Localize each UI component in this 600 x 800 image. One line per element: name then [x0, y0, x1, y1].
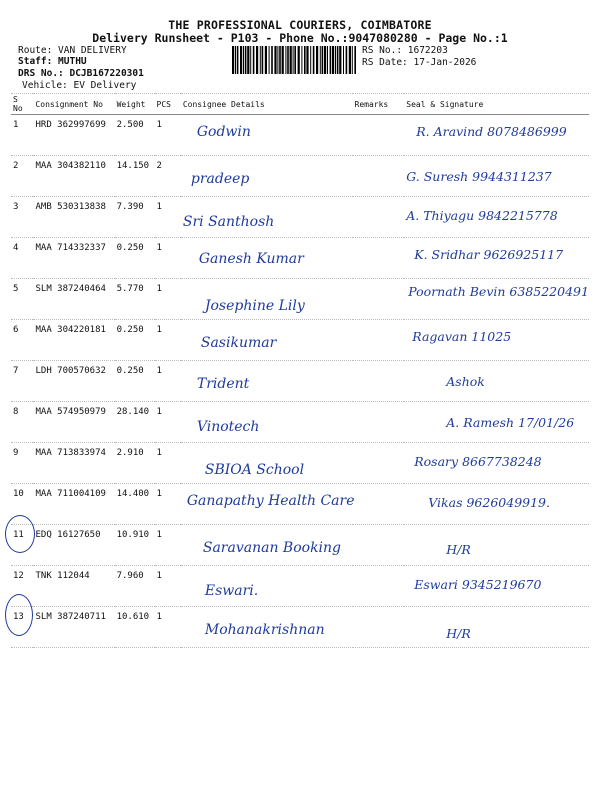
col-weight: Weight: [115, 94, 155, 115]
table-row: [11, 607, 589, 648]
barcode-bar: [310, 46, 311, 74]
cell-weight: 28.140: [115, 402, 155, 443]
cell-consignment-no: SLM 387240464: [33, 279, 114, 320]
cell-consignee: [181, 156, 353, 197]
cell-consignee: [181, 115, 353, 156]
table-header-row: [11, 94, 589, 115]
drs-label: DRS No.: DCJB167220301: [18, 68, 144, 79]
consignee-handwriting: pradeep: [190, 171, 250, 187]
barcode-bar: [232, 46, 234, 74]
cell-consignment-no: LDH 700570632: [33, 361, 114, 402]
cell-remarks: [353, 115, 405, 156]
barcode-bar: [274, 46, 276, 74]
cell-signature: [404, 443, 589, 484]
cell-signature: [404, 607, 589, 648]
cell-sno: 11: [11, 525, 33, 566]
barcode-bar: [235, 46, 236, 74]
table-row: [11, 238, 589, 279]
barcode-bar: [327, 46, 328, 74]
col-pcs: PCS: [155, 94, 181, 115]
cell-signature: [404, 361, 589, 402]
cell-pcs: 1: [155, 402, 181, 443]
barcode-bar: [250, 46, 251, 74]
barcode-bar: [269, 46, 270, 74]
table-row: [11, 320, 589, 361]
cell-pcs: 1: [155, 279, 181, 320]
cell-pcs: 1: [155, 197, 181, 238]
barcode-bar: [337, 46, 339, 74]
barcode-bar: [260, 46, 261, 74]
signature-handwriting: A. Thiyagu 9842215778: [406, 208, 558, 223]
barcode-bar: [304, 46, 306, 74]
cell-consignee: [181, 361, 353, 402]
barcode-bar: [240, 46, 242, 74]
barcode-bar: [346, 46, 348, 74]
barcode-bar: [237, 46, 239, 74]
cell-remarks: [353, 320, 405, 361]
cell-signature: [404, 156, 589, 197]
cell-sno: 2: [11, 156, 33, 197]
consignee-handwriting: Godwin: [196, 124, 251, 140]
signature-handwriting: R. Aravind 8078486999: [416, 124, 567, 139]
cell-sno: 9: [11, 443, 33, 484]
runsheet-subtitle: Delivery Runsheet - P103 - Phone No.:9047080280 - Page No.:1: [92, 31, 508, 45]
cell-remarks: [353, 279, 405, 320]
barcode-bar: [343, 46, 344, 74]
cell-consignment-no: MAA 304220181: [33, 320, 114, 361]
cell-consignment-no: MAA 574950979: [33, 402, 114, 443]
cell-pcs: 1: [155, 238, 181, 279]
cell-consignee: [181, 197, 353, 238]
consignee-handwriting: Sasikumar: [200, 335, 277, 351]
cell-weight: 0.250: [115, 320, 155, 361]
runsheet-table: [11, 93, 589, 648]
barcode-bar: [253, 46, 255, 74]
barcode-bar: [320, 46, 321, 74]
cell-weight: 2.910: [115, 443, 155, 484]
cell-pcs: 1: [155, 566, 181, 607]
barcode-bar: [285, 46, 286, 74]
cell-remarks: [353, 484, 405, 525]
cell-consignee: [181, 320, 353, 361]
cell-pcs: 1: [155, 484, 181, 525]
cell-signature: [404, 402, 589, 443]
barcode-bar: [294, 46, 296, 74]
signature-handwriting: Poornath Bevin 6385220491: [408, 284, 589, 299]
barcode-bar: [298, 46, 300, 74]
barcode-bar: [243, 46, 244, 74]
consignee-handwriting: Ganapathy Health Care: [186, 493, 355, 509]
barcode-bar: [287, 46, 289, 74]
barcode-bar: [293, 46, 294, 74]
cell-sno: 8: [11, 402, 33, 443]
barcode-bar: [339, 46, 341, 74]
barcode-bar: [322, 46, 324, 74]
consignee-handwriting: Mohanakrishnan: [204, 622, 325, 638]
barcode-bar: [306, 46, 308, 74]
cell-consignee: [181, 279, 353, 320]
barcode-bar: [352, 46, 353, 74]
barcode-bar: [271, 46, 273, 74]
consignee-handwriting: Sri Santhosh: [182, 214, 275, 230]
cell-weight: 7.960: [115, 566, 155, 607]
signature-handwriting: K. Sridhar 9626925117: [414, 247, 564, 262]
cell-consignee: [181, 525, 353, 566]
signature-handwriting: H/R: [446, 542, 471, 557]
cell-sno: 4: [11, 238, 33, 279]
signature-handwriting: Ashok: [446, 374, 485, 389]
table-row: [11, 402, 589, 443]
cell-signature: [404, 238, 589, 279]
barcode: [232, 46, 358, 74]
table-row: [11, 156, 589, 197]
cell-consignment-no: MAA 304382110: [33, 156, 114, 197]
barcode-bar: [262, 46, 264, 74]
barcode-bar: [277, 46, 278, 74]
cell-consignee: [181, 566, 353, 607]
signature-handwriting: Eswari 9345219670: [414, 577, 542, 592]
table-row: [11, 566, 589, 607]
cell-consignee: [181, 443, 353, 484]
barcode-bar: [316, 46, 318, 74]
cell-weight: 2.500: [115, 115, 155, 156]
cell-weight: 0.250: [115, 361, 155, 402]
cell-pcs: 2: [155, 156, 181, 197]
barcode-bar: [256, 46, 258, 74]
barcode-bar: [245, 46, 247, 74]
cell-consignee: [181, 402, 353, 443]
table-row: [11, 361, 589, 402]
cell-sno: 1: [11, 115, 33, 156]
barcode-bar: [279, 46, 281, 74]
cell-consignment-no: MAA 714332337: [33, 238, 114, 279]
cell-remarks: [353, 607, 405, 648]
rs-number: RS No.: 1672203: [362, 45, 448, 56]
cell-pcs: 1: [155, 443, 181, 484]
consignee-handwriting: Trident: [196, 376, 250, 392]
consignee-handwriting: Eswari.: [204, 583, 259, 599]
col-remarks: Remarks: [353, 94, 405, 115]
cell-consignee: [181, 238, 353, 279]
circle-mark: [5, 594, 33, 636]
barcode-bar: [282, 46, 284, 74]
cell-remarks: [353, 197, 405, 238]
company-title: THE PROFESSIONAL COURIERS, COIMBATORE: [168, 18, 432, 32]
cell-signature: [404, 279, 589, 320]
cell-remarks: [353, 156, 405, 197]
barcode-bar: [330, 46, 332, 74]
table-row: [11, 443, 589, 484]
cell-consignee: [181, 484, 353, 525]
cell-consignment-no: MAA 713833974: [33, 443, 114, 484]
signature-handwriting: H/R: [446, 626, 471, 641]
cell-remarks: [353, 566, 405, 607]
cell-consignment-no: TNK 112044: [33, 566, 114, 607]
cell-consignment-no: AMB 530313838: [33, 197, 114, 238]
cell-signature: [404, 525, 589, 566]
table-row: [11, 115, 589, 156]
cell-signature: [404, 197, 589, 238]
cell-signature: [404, 566, 589, 607]
cell-weight: 10.610: [115, 607, 155, 648]
barcode-bar: [324, 46, 326, 74]
cell-pcs: 1: [155, 361, 181, 402]
cell-pcs: 1: [155, 320, 181, 361]
cell-remarks: [353, 525, 405, 566]
cell-remarks: [353, 443, 405, 484]
signature-handwriting: G. Suresh 9944311237: [406, 169, 552, 184]
table-row: [11, 525, 589, 566]
cell-consignment-no: SLM 387240711: [33, 607, 114, 648]
barcode-bar: [332, 46, 334, 74]
cell-remarks: [353, 402, 405, 443]
cell-weight: 7.390: [115, 197, 155, 238]
cell-weight: 5.770: [115, 279, 155, 320]
consignee-handwriting: Vinotech: [196, 419, 260, 435]
barcode-bar: [247, 46, 249, 74]
cell-consignee: [181, 607, 353, 648]
barcode-bar: [335, 46, 336, 74]
staff-label: Staff: MUTHU: [18, 56, 87, 67]
consignee-handwriting: SBIOA School: [204, 462, 305, 478]
cell-sno: 12: [11, 566, 33, 607]
cell-weight: 10.910: [115, 525, 155, 566]
cell-sno: 6: [11, 320, 33, 361]
cell-sno: 3: [11, 197, 33, 238]
cell-pcs: 1: [155, 525, 181, 566]
barcode-bar: [313, 46, 315, 74]
circle-mark: [5, 515, 35, 553]
barcode-bar: [265, 46, 267, 74]
col-consignee: Consignee Details: [181, 94, 353, 115]
cell-signature: [404, 320, 589, 361]
table-row: [11, 197, 589, 238]
signature-handwriting: A. Ramesh 17/01/26: [446, 415, 575, 430]
route-label: Route: VAN DELIVERY: [18, 45, 127, 56]
barcode-bar: [354, 46, 356, 74]
cell-sno: 13: [11, 607, 33, 648]
consignee-handwriting: Ganesh Kumar: [198, 251, 304, 267]
cell-consignment-no: HRD 362997699: [33, 115, 114, 156]
cell-pcs: 1: [155, 607, 181, 648]
cell-sno: 5: [11, 279, 33, 320]
cell-remarks: [353, 238, 405, 279]
table-row: [11, 484, 589, 525]
signature-handwriting: Rosary 8667738248: [414, 454, 542, 469]
consignee-handwriting: Saravanan Booking: [202, 540, 342, 556]
cell-signature: [404, 484, 589, 525]
cell-weight: 0.250: [115, 238, 155, 279]
cell-remarks: [353, 361, 405, 402]
cell-weight: 14.400: [115, 484, 155, 525]
signature-handwriting: Ragavan 11025: [412, 329, 512, 344]
cell-sno: 10: [11, 484, 33, 525]
cell-weight: 14.150: [115, 156, 155, 197]
signature-handwriting: Vikas 9626049919.: [428, 495, 550, 510]
col-signature: Seal & Signature: [404, 94, 589, 115]
col-sno: S No: [11, 94, 33, 115]
consignee-handwriting: Josephine Lily: [204, 298, 305, 314]
rs-date: RS Date: 17-Jan-2026: [362, 57, 477, 68]
cell-sno: 7: [11, 361, 33, 402]
cell-consignment-no: EDQ 16127650: [33, 525, 114, 566]
col-consignment: Consignment No: [33, 94, 114, 115]
barcode-bar: [349, 46, 351, 74]
vehicle-label: Vehicle: EV Delivery: [22, 80, 137, 91]
table-row: [11, 279, 589, 320]
cell-consignment-no: MAA 711004109: [33, 484, 114, 525]
barcode-bar: [290, 46, 292, 74]
cell-signature: [404, 115, 589, 156]
barcode-bar: [301, 46, 302, 74]
cell-pcs: 1: [155, 115, 181, 156]
